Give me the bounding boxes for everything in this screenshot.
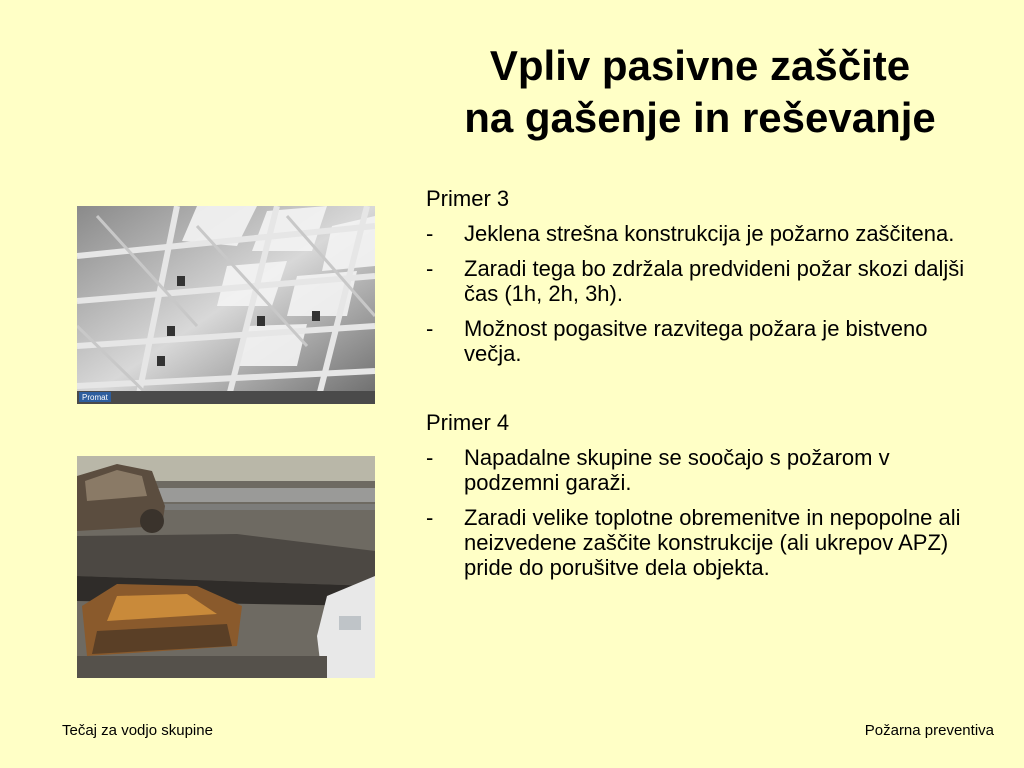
bullet-item — [426, 256, 986, 306]
bullet-marker: - — [426, 256, 434, 281]
slide-content — [426, 180, 986, 590]
promat-watermark: Promat — [82, 393, 108, 402]
bullet-text: Napadalne skupine se soočajo s požarom v podzemni garaži. — [464, 445, 890, 495]
example-3-heading: Primer 3 — [426, 186, 510, 211]
footer-course-name: Tečaj za vodjo skupine — [62, 722, 213, 739]
bullet-text: Zaradi velike toplotne obremenitve in nepopolne ali neizvedene zaščite konstrukcije (ali ukrepov APZ) pride do porušitve dela objekta. — [464, 505, 961, 580]
bullet-item — [426, 505, 986, 580]
bullet-text: Zaradi tega bo zdržala predvideni požar skozi daljši čas (1h, 2h, 3h). — [464, 256, 965, 306]
footer-topic: Požarna preventiva — [864, 722, 994, 739]
slide-title-line-2: na gašenje in reševanje — [464, 94, 936, 141]
bullet-text: Jeklena strešna konstrukcija je požarno zaščitena. — [464, 221, 955, 246]
steel-roof-photo — [77, 206, 375, 404]
bullet-text: Možnost pogasitve razvitega požara je bistveno večja. — [464, 316, 928, 366]
bullet-item — [426, 445, 986, 495]
bullet-marker: - — [426, 221, 434, 246]
example-4-section — [426, 410, 986, 580]
bullet-item — [426, 221, 986, 246]
slide-title — [420, 40, 980, 144]
bullet-marker: - — [426, 505, 434, 530]
bullet-marker: - — [426, 445, 434, 470]
bullet-item — [426, 316, 986, 366]
slide-title-line-1: Vpliv pasivne zaščite — [489, 42, 911, 89]
example-3-section — [426, 186, 986, 366]
bullet-marker: - — [426, 316, 434, 341]
example-4-heading: Primer 4 — [426, 410, 510, 435]
collapsed-garage-photo — [77, 456, 375, 678]
